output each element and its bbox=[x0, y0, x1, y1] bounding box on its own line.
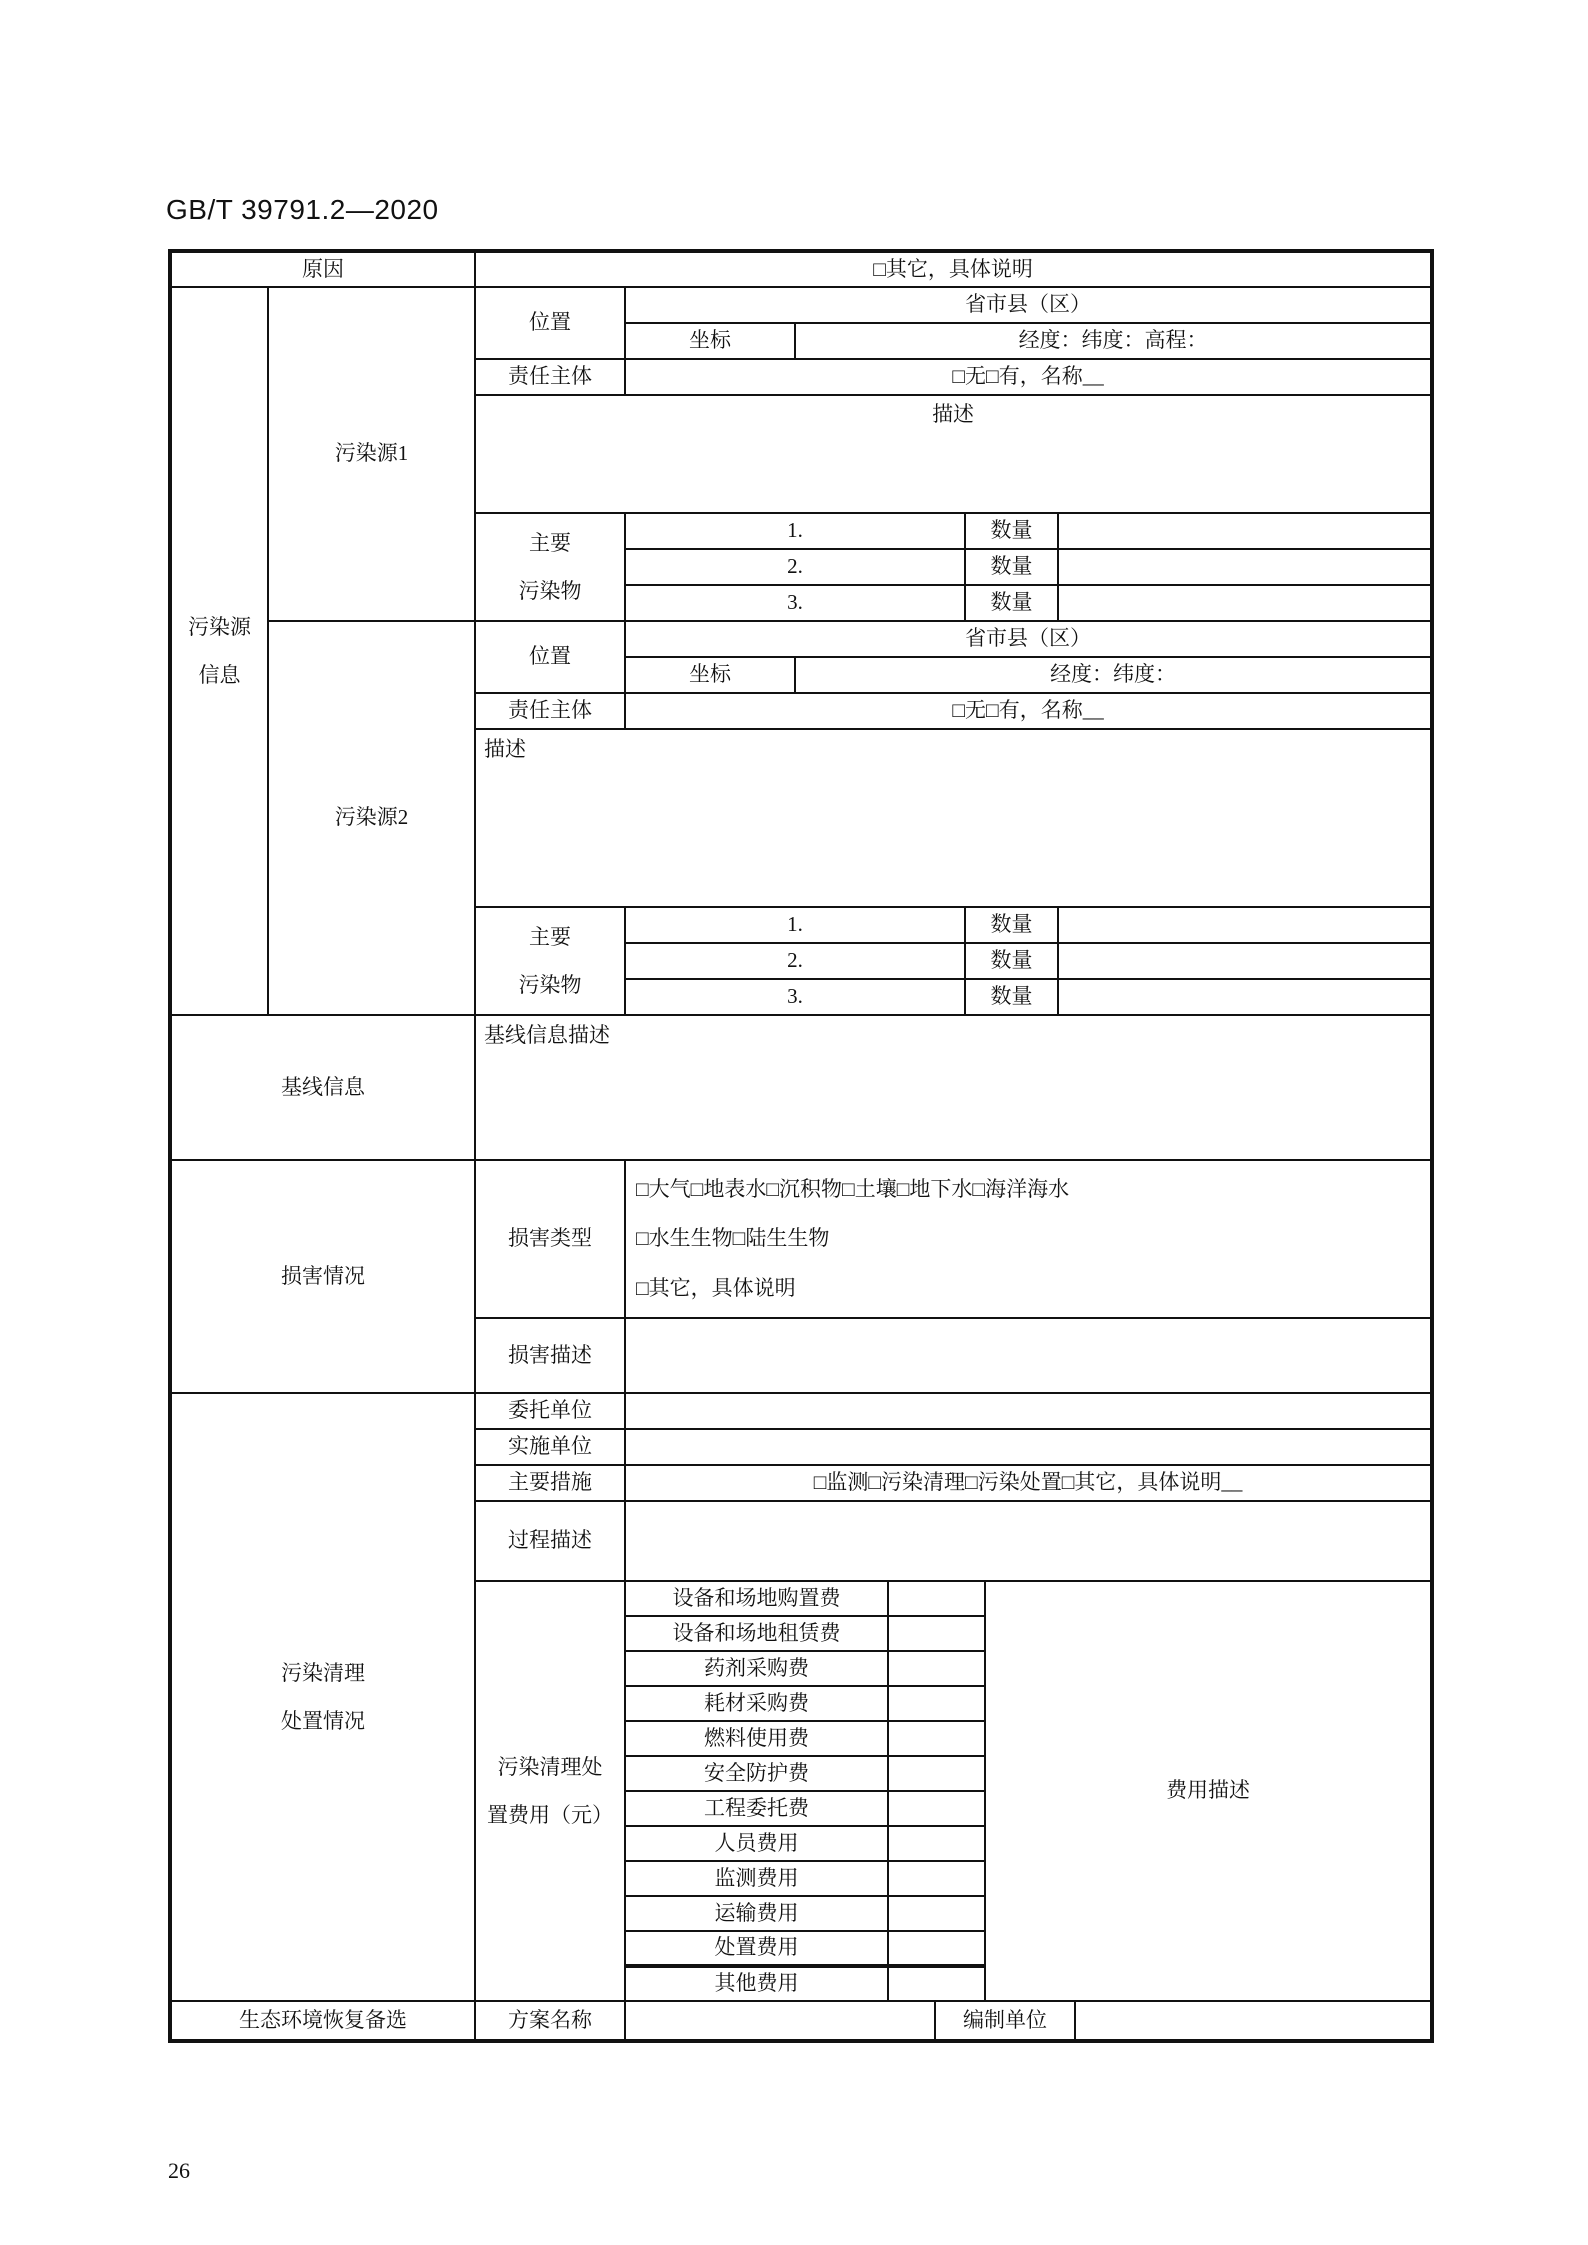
plan-name-label: 方案名称 bbox=[475, 2001, 625, 2041]
source2-region-cell: 省市县（区） bbox=[625, 621, 1432, 657]
source1-label: 污染源1 bbox=[268, 287, 475, 621]
fee-label-cell: 工程委托费 bbox=[625, 1791, 888, 1826]
fee-value-cell bbox=[888, 1931, 985, 1966]
source2-coord-value: 经度：纬度： bbox=[795, 657, 1432, 693]
measures-value: □监测□污染清理□污染处置□其它，具体说明__ bbox=[625, 1465, 1432, 1501]
form-table bbox=[168, 249, 1434, 2043]
source1-pollutant-label: 主要 污染物 bbox=[475, 513, 625, 621]
implement-unit-value bbox=[625, 1429, 1432, 1465]
fee-value-cell bbox=[888, 1826, 985, 1861]
pollutant-no-cell: 1. bbox=[625, 513, 965, 549]
source2-location-label: 位置 bbox=[475, 621, 625, 693]
process-desc-value bbox=[625, 1501, 1432, 1581]
pollutant-qty-label: 数量 bbox=[965, 513, 1058, 549]
fee-label-cell: 运输费用 bbox=[625, 1896, 888, 1931]
source1-responsible-label: 责任主体 bbox=[475, 359, 625, 395]
baseline-desc-cell: 基线信息描述 bbox=[475, 1015, 1432, 1160]
fee-value-cell bbox=[888, 1651, 985, 1686]
reason-label-cell: 原因 bbox=[170, 251, 475, 287]
damage-desc-label: 损害描述 bbox=[475, 1318, 625, 1393]
baseline-label: 基线信息 bbox=[170, 1015, 475, 1160]
fee-value-cell bbox=[888, 1896, 985, 1931]
implement-unit-label: 实施单位 bbox=[475, 1429, 625, 1465]
source1-coord-value: 经度：纬度：高程： bbox=[795, 323, 1432, 359]
pollutant-qty-label: 数量 bbox=[965, 979, 1058, 1015]
source1-responsible-value: □无□有，名称__ bbox=[625, 359, 1432, 395]
standard-number: GB/T 39791.2—2020 bbox=[166, 194, 439, 225]
fee-label-cell: 处置费用 bbox=[625, 1931, 888, 1966]
fee-label-cell: 监测费用 bbox=[625, 1861, 888, 1896]
entrust-unit-label: 委托单位 bbox=[475, 1393, 625, 1429]
reason-value-cell: □其它，具体说明 bbox=[475, 251, 1432, 287]
fee-label-cell: 其他费用 bbox=[625, 1966, 888, 2001]
pollutant-qty-value bbox=[1058, 513, 1432, 549]
pollutant-qty-label: 数量 bbox=[965, 943, 1058, 979]
cost-section-label: 污染清理处 置费用（元） bbox=[475, 1581, 625, 2001]
pollutant-no-cell: 3. bbox=[625, 979, 965, 1015]
restoration-label: 生态环境恢复备选 bbox=[170, 2001, 475, 2041]
pollutant-no-cell: 3. bbox=[625, 585, 965, 621]
fee-label-cell: 设备和场地购置费 bbox=[625, 1581, 888, 1616]
source2-pollutant-label: 主要 污染物 bbox=[475, 907, 625, 1015]
fee-label-cell: 耗材采购费 bbox=[625, 1686, 888, 1721]
source2-desc-cell: 描述 bbox=[475, 729, 1432, 907]
source2-label: 污染源2 bbox=[268, 621, 475, 1015]
source1-coord-label: 坐标 bbox=[625, 323, 795, 359]
source2-coord-label: 坐标 bbox=[625, 657, 795, 693]
fee-value-cell bbox=[888, 1581, 985, 1616]
measures-label: 主要措施 bbox=[475, 1465, 625, 1501]
cost-desc-cell: 费用描述 bbox=[985, 1581, 1432, 2001]
fee-label-cell: 药剂采购费 bbox=[625, 1651, 888, 1686]
pollutant-qty-value bbox=[1058, 585, 1432, 621]
page-number: 26 bbox=[168, 2158, 190, 2183]
pollutant-qty-label: 数量 bbox=[965, 907, 1058, 943]
pollutant-qty-value bbox=[1058, 943, 1432, 979]
source2-responsible-label: 责任主体 bbox=[475, 693, 625, 729]
damage-type-options: □大气□地表水□沉积物□土壤□地下水□海洋海水 □水生生物□陆生生物 □其它，具体说明 bbox=[625, 1160, 1432, 1318]
source1-desc-cell: 描述 bbox=[475, 395, 1432, 513]
entrust-unit-value bbox=[625, 1393, 1432, 1429]
fee-value-cell bbox=[888, 1756, 985, 1791]
cleanup-section-label: 污染清理 处置情况 bbox=[170, 1393, 475, 2001]
fee-label-cell: 燃料使用费 bbox=[625, 1721, 888, 1756]
org-label: 编制单位 bbox=[935, 2001, 1075, 2041]
pollutant-qty-label: 数量 bbox=[965, 549, 1058, 585]
fee-value-cell bbox=[888, 1686, 985, 1721]
fee-value-cell bbox=[888, 1861, 985, 1896]
pollution-source-info-label: 污染源 信息 bbox=[170, 287, 268, 1015]
pollutant-qty-value bbox=[1058, 979, 1432, 1015]
fee-value-cell bbox=[888, 1721, 985, 1756]
fee-value-cell bbox=[888, 1966, 985, 2001]
fee-value-cell bbox=[888, 1616, 985, 1651]
fee-label-cell: 设备和场地租赁费 bbox=[625, 1616, 888, 1651]
fee-label-cell: 安全防护费 bbox=[625, 1756, 888, 1791]
pollutant-no-cell: 1. bbox=[625, 907, 965, 943]
damage-type-label: 损害类型 bbox=[475, 1160, 625, 1318]
pollutant-no-cell: 2. bbox=[625, 943, 965, 979]
pollutant-no-cell: 2. bbox=[625, 549, 965, 585]
org-value bbox=[1075, 2001, 1432, 2041]
pollutant-qty-value bbox=[1058, 549, 1432, 585]
damage-label: 损害情况 bbox=[170, 1160, 475, 1393]
process-desc-label: 过程描述 bbox=[475, 1501, 625, 1581]
fee-label-cell: 人员费用 bbox=[625, 1826, 888, 1861]
source2-responsible-value: □无□有，名称__ bbox=[625, 693, 1432, 729]
pollutant-qty-value bbox=[1058, 907, 1432, 943]
fee-value-cell bbox=[888, 1791, 985, 1826]
pollutant-qty-label: 数量 bbox=[965, 585, 1058, 621]
source1-region-cell: 省市县（区） bbox=[625, 287, 1432, 323]
plan-name-value bbox=[625, 2001, 935, 2041]
damage-desc-value bbox=[625, 1318, 1432, 1393]
source1-location-label: 位置 bbox=[475, 287, 625, 359]
